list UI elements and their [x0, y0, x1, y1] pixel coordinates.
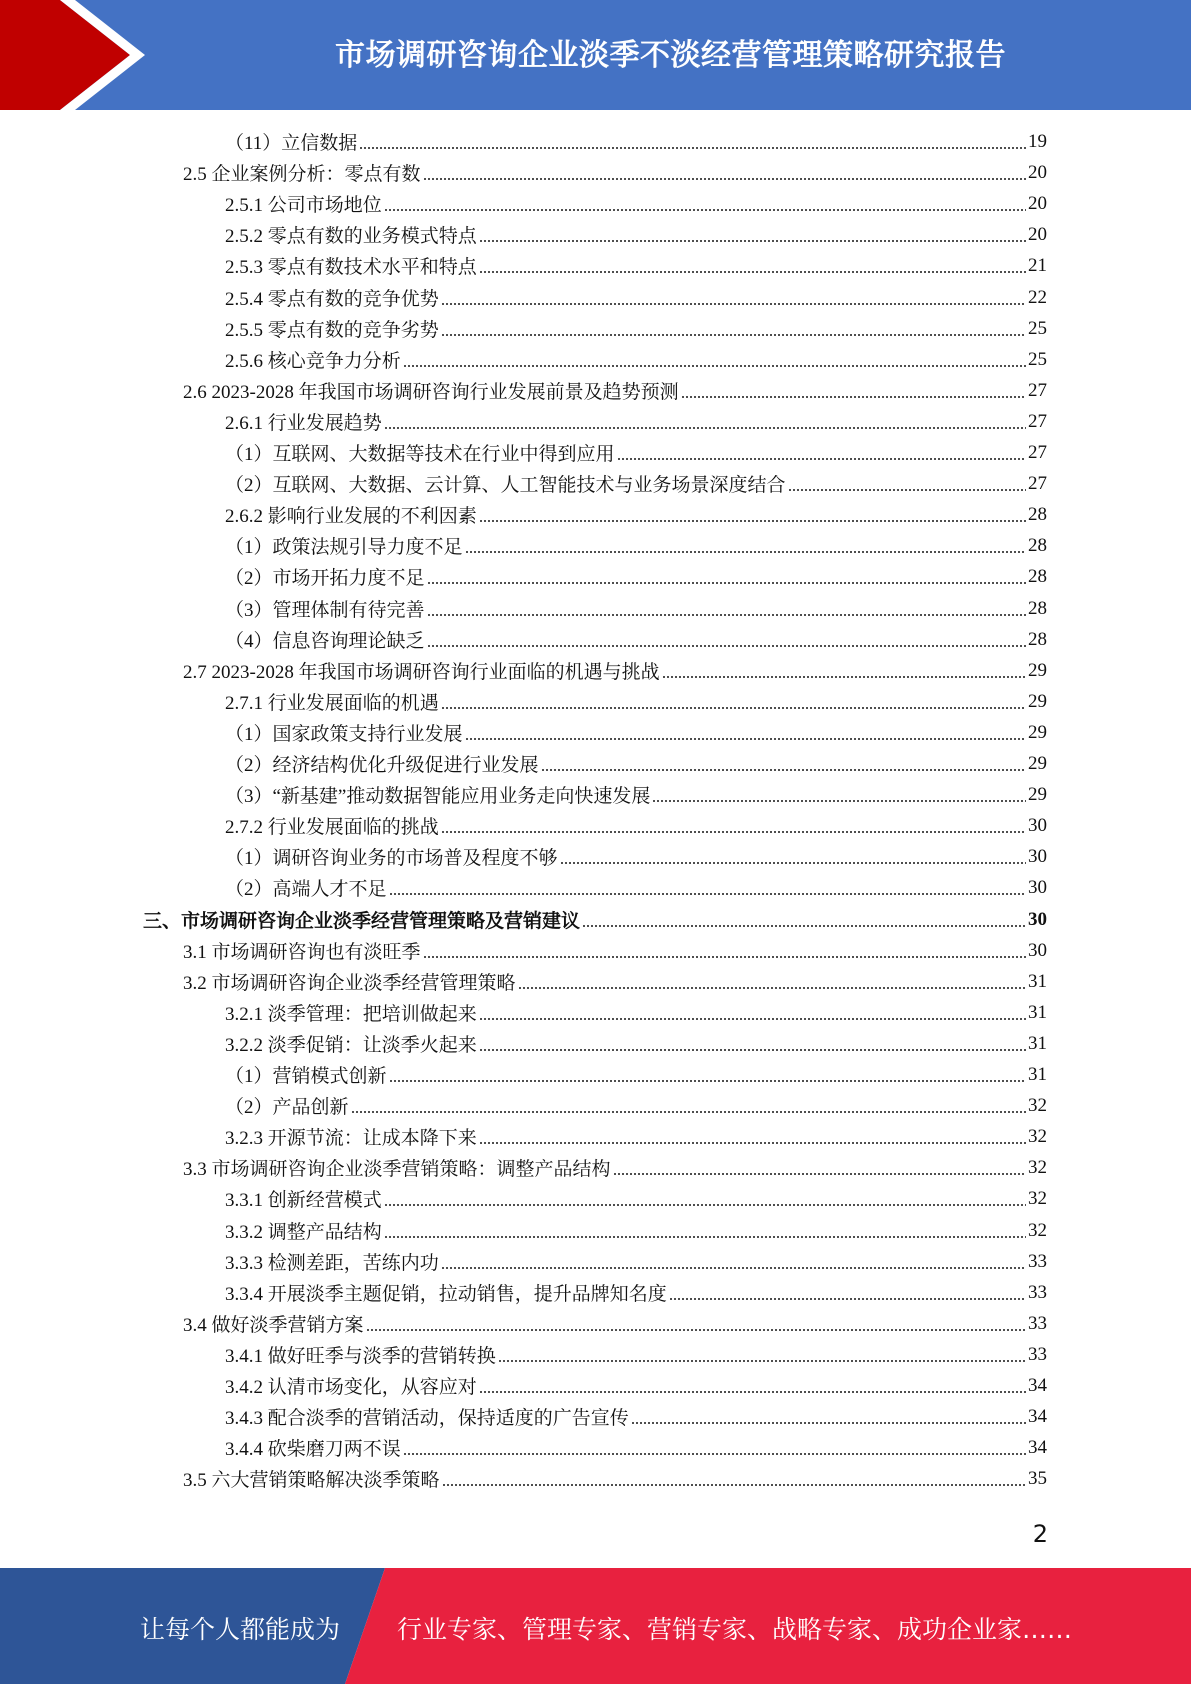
toc-dot-leader [613, 1173, 1026, 1175]
toc-entry-title: 3.3.4 开展淡季主题促销，拉动销售，提升品牌知名度 [225, 1284, 667, 1305]
toc-entry-title: 3.4.2 认清市场变化，从容应对 [225, 1377, 477, 1398]
toc-entry-page: 32 [1028, 1094, 1047, 1116]
toc-dot-leader [427, 582, 1026, 584]
toc-dot-leader [479, 1018, 1026, 1020]
toc-dot-leader [389, 893, 1026, 895]
toc-dot-leader [427, 645, 1026, 647]
toc-dot-leader [441, 334, 1026, 336]
toc-dot-leader [359, 147, 1026, 149]
toc-entry-page: 31 [1028, 1063, 1047, 1085]
toc-entry[interactable] [225, 1183, 1047, 1214]
footer-slogan-left: 让每个人都能成为 [140, 1615, 341, 1644]
toc-dot-leader [427, 614, 1026, 616]
toc-entry[interactable] [225, 717, 1047, 748]
page-header [0, 0, 1191, 110]
toc-entry-page: 28 [1028, 503, 1047, 525]
toc-entry-title: （2）产品创新 [225, 1097, 349, 1118]
toc-entry-page: 30 [1028, 908, 1047, 930]
toc-entry-page: 33 [1028, 1312, 1047, 1334]
toc-entry-title: （2）高端人才不足 [225, 879, 387, 900]
toc-entry-page: 25 [1028, 317, 1047, 339]
toc-entry-page: 30 [1028, 876, 1047, 898]
toc-entry-page: 31 [1028, 970, 1047, 992]
toc-entry[interactable] [225, 468, 1047, 499]
toc-dot-leader [403, 365, 1026, 367]
toc-entry-title: 2.5.4 零点有数的竞争优势 [225, 289, 439, 310]
toc-entry[interactable] [183, 966, 1047, 997]
header-arrow-decoration [0, 0, 160, 110]
toc-dot-leader [366, 1329, 1026, 1331]
toc-entry-title: 3.3.3 检测差距，苦练内功 [225, 1253, 439, 1274]
toc-entry-page: 33 [1028, 1343, 1047, 1365]
page-footer [0, 1568, 1191, 1684]
toc-entry-title: 3.4 做好淡季营销方案 [183, 1315, 364, 1336]
toc-entry[interactable] [225, 841, 1047, 872]
toc-entry-title: 2.6.1 行业发展趋势 [225, 413, 382, 434]
toc-entry-page: 29 [1028, 721, 1047, 743]
toc-entry-title: 2.5.6 核心竞争力分析 [225, 351, 401, 372]
toc-dot-leader [384, 1204, 1026, 1206]
toc-entry-title: （2）经济结构优化升级促进行业发展 [225, 755, 539, 776]
toc-entry-page: 32 [1028, 1187, 1047, 1209]
toc-dot-leader [384, 427, 1026, 429]
toc-entry[interactable] [225, 1370, 1047, 1401]
toc-entry-page: 31 [1028, 1001, 1047, 1023]
toc-entry-page: 27 [1028, 379, 1047, 401]
toc-entry-title: 2.5.2 零点有数的业务模式特点 [225, 226, 477, 247]
toc-entry-page: 31 [1028, 1032, 1047, 1054]
toc-entry-page: 28 [1028, 534, 1047, 556]
toc-dot-leader [465, 738, 1026, 740]
toc-dot-leader [441, 1267, 1026, 1269]
toc-dot-leader [681, 396, 1026, 398]
toc-dot-leader [479, 271, 1026, 273]
toc-dot-leader [518, 987, 1026, 989]
toc-entry-title: 2.7.2 行业发展面临的挑战 [225, 817, 439, 838]
toc-entry-title: 3.4.4 砍柴磨刀两不误 [225, 1439, 401, 1460]
toc-entry[interactable] [225, 1401, 1047, 1432]
document-title: 市场调研咨询企业淡季不淡经营管理策略研究报告 [335, 38, 1006, 73]
toc-entry-page: 32 [1028, 1156, 1047, 1178]
toc-entry-title: （1）营销模式创新 [225, 1066, 387, 1087]
toc-entry[interactable] [225, 282, 1047, 313]
toc-entry[interactable] [225, 1090, 1047, 1121]
toc-entry[interactable] [225, 779, 1047, 810]
toc-entry[interactable] [225, 530, 1047, 561]
toc-entry-title: （1）政策法规引导力度不足 [225, 537, 463, 558]
toc-entry-title: 3.5 六大营销策略解决淡季策略 [183, 1470, 440, 1491]
toc-entry[interactable] [225, 624, 1047, 655]
toc-dot-leader [662, 676, 1026, 678]
toc-entry-title: 2.6.2 影响行业发展的不利因素 [225, 506, 477, 527]
toc-entry[interactable] [183, 655, 1047, 686]
toc-entry[interactable] [225, 344, 1047, 375]
toc-entry-title: 3.3.2 调整产品结构 [225, 1222, 382, 1243]
toc-entry-page: 34 [1028, 1436, 1047, 1458]
toc-entry-page: 20 [1028, 192, 1047, 214]
toc-entry[interactable] [225, 126, 1047, 157]
toc-entry[interactable] [225, 1215, 1047, 1246]
toc-entry-page: 34 [1028, 1405, 1047, 1427]
toc-entry-page: 32 [1028, 1219, 1047, 1241]
toc-entry-page: 30 [1028, 939, 1047, 961]
toc-entry-page: 35 [1028, 1467, 1047, 1489]
toc-dot-leader [351, 1111, 1026, 1113]
footer-slogan-right: 行业专家、管理专家、营销专家、战略专家、成功企业家…… [397, 1615, 1073, 1644]
toc-entry-title: （2）互联网、大数据、云计算、人工智能技术与业务场景深度结合 [225, 475, 786, 496]
toc-entry-title: 3.2 市场调研咨询企业淡季经营管理策略 [183, 973, 516, 994]
toc-entry-page: 28 [1028, 628, 1047, 650]
toc-entry-page: 29 [1028, 752, 1047, 774]
toc-entry-title: 2.5.1 公司市场地位 [225, 195, 382, 216]
toc-entry[interactable] [225, 997, 1047, 1028]
toc-entry-page: 32 [1028, 1125, 1047, 1147]
toc-dot-leader [479, 520, 1026, 522]
toc-entry-page: 25 [1028, 348, 1047, 370]
toc-entry-page: 29 [1028, 659, 1047, 681]
toc-entry[interactable] [225, 1059, 1047, 1090]
toc-entry[interactable] [225, 1246, 1047, 1277]
toc-dot-leader [423, 956, 1026, 958]
toc-dot-leader [498, 1360, 1026, 1362]
toc-entry-page: 30 [1028, 814, 1047, 836]
toc-entry[interactable] [183, 1152, 1047, 1183]
toc-dot-leader [560, 862, 1026, 864]
toc-entry-page: 30 [1028, 845, 1047, 867]
toc-entry[interactable] [225, 1432, 1047, 1463]
toc-entry-title: （3）“新基建”推动数据智能应用业务走向快速发展 [225, 786, 651, 807]
toc-entry[interactable] [225, 748, 1047, 779]
toc-dot-leader [441, 831, 1026, 833]
toc-entry-page: 19 [1028, 130, 1047, 152]
toc-entry-title: 3.4.1 做好旺季与淡季的营销转换 [225, 1346, 496, 1367]
toc-entry-title: 三、市场调研咨询企业淡季经营管理策略及营销建议 [143, 911, 581, 932]
toc-entry[interactable] [225, 1277, 1047, 1308]
toc-entry-title: 2.5.5 零点有数的竞争劣势 [225, 320, 439, 341]
toc-dot-leader [403, 1453, 1026, 1455]
toc-dot-leader [652, 800, 1026, 802]
toc-dot-leader [479, 1142, 1026, 1144]
toc-entry-title: 2.6 2023-2028 年我国市场调研咨询行业发展前景及趋势预测 [183, 382, 679, 403]
toc-dot-leader [389, 1080, 1026, 1082]
toc-entry[interactable] [225, 1339, 1047, 1370]
toc-entry[interactable] [225, 250, 1047, 281]
toc-entry-title: （1）国家政策支持行业发展 [225, 724, 463, 745]
toc-entry[interactable] [225, 406, 1047, 437]
toc-entry[interactable] [225, 313, 1047, 344]
toc-entry-title: 2.7.1 行业发展面临的机遇 [225, 693, 439, 714]
toc-entry-page: 22 [1028, 286, 1047, 308]
toc-entry-title: 2.5.3 零点有数技术水平和特点 [225, 257, 477, 278]
toc-entry-page: 28 [1028, 565, 1047, 587]
toc-entry-page: 33 [1028, 1281, 1047, 1303]
toc-entry[interactable] [225, 810, 1047, 841]
toc-dot-leader [582, 925, 1026, 927]
toc-entry-title: 3.1 市场调研咨询也有淡旺季 [183, 942, 421, 963]
toc-entry[interactable] [225, 593, 1047, 624]
toc-entry-page: 27 [1028, 441, 1047, 463]
toc-entry-page: 34 [1028, 1374, 1047, 1396]
toc-entry[interactable] [225, 561, 1047, 592]
toc-entry[interactable] [183, 935, 1047, 966]
toc-dot-leader [441, 707, 1026, 709]
toc-entry[interactable] [225, 872, 1047, 903]
toc-dot-leader [423, 178, 1026, 180]
toc-entry-title: 3.3.1 创新经营模式 [225, 1190, 382, 1211]
toc-entry[interactable] [183, 157, 1047, 188]
toc-entry-title: （2）市场开拓力度不足 [225, 568, 425, 589]
toc-entry[interactable] [225, 1028, 1047, 1059]
toc-entry[interactable] [143, 904, 1047, 935]
toc-entry-page: 29 [1028, 690, 1047, 712]
toc-dot-leader [479, 1391, 1026, 1393]
toc-entry-page: 27 [1028, 472, 1047, 494]
toc-entry[interactable] [225, 499, 1047, 530]
toc-entry-title: 3.4.3 配合淡季的营销活动，保持适度的广告宣传 [225, 1408, 629, 1429]
toc-entry[interactable] [183, 1463, 1047, 1494]
toc-entry-title: 2.5 企业案例分析：零点有数 [183, 164, 421, 185]
toc-entry-title: 3.2.3 开源节流：让成本降下来 [225, 1128, 477, 1149]
toc-dot-leader [384, 209, 1026, 211]
toc-dot-leader [541, 769, 1026, 771]
toc-entry-title: （1）调研咨询业务的市场普及程度不够 [225, 848, 558, 869]
toc-dot-leader [384, 1236, 1026, 1238]
toc-entry-page: 33 [1028, 1250, 1047, 1272]
toc-entry-title: （11）立信数据 [225, 133, 358, 154]
toc-dot-leader [669, 1298, 1026, 1300]
toc-entry-page: 29 [1028, 783, 1047, 805]
toc-entry[interactable] [183, 1308, 1047, 1339]
toc-dot-leader [617, 458, 1026, 460]
toc-dot-leader [442, 1484, 1026, 1486]
toc-entry[interactable] [225, 188, 1047, 219]
toc-dot-leader [465, 551, 1026, 553]
toc-dot-leader [788, 489, 1026, 491]
toc-dot-leader [479, 240, 1026, 242]
toc-entry[interactable] [183, 375, 1047, 406]
toc-entry-page: 28 [1028, 597, 1047, 619]
toc-entry[interactable] [225, 437, 1047, 468]
toc-entry[interactable] [225, 219, 1047, 250]
toc-entry-title: 3.3 市场调研咨询企业淡季营销策略：调整产品结构 [183, 1159, 611, 1180]
toc-entry-title: 2.7 2023-2028 年我国市场调研咨询行业面临的机遇与挑战 [183, 662, 660, 683]
toc-entry[interactable] [225, 1121, 1047, 1152]
toc-entry-title: （1）互联网、大数据等技术在行业中得到应用 [225, 444, 615, 465]
toc-entry-page: 20 [1028, 161, 1047, 183]
toc-entry-page: 21 [1028, 254, 1047, 276]
toc-dot-leader [479, 1049, 1026, 1051]
toc-entry-title: （3）管理体制有待完善 [225, 600, 425, 621]
page-number: 2 [1032, 1520, 1048, 1548]
toc-entry-title: 3.2.2 淡季促销：让淡季火起来 [225, 1035, 477, 1056]
toc-entry-title: 3.2.1 淡季管理：把培训做起来 [225, 1004, 477, 1025]
toc-entry-page: 20 [1028, 223, 1047, 245]
toc-entry-title: （4）信息咨询理论缺乏 [225, 631, 425, 652]
toc-dot-leader [631, 1422, 1026, 1424]
toc-entry-page: 27 [1028, 410, 1047, 432]
toc-dot-leader [441, 303, 1026, 305]
toc-entry[interactable] [225, 686, 1047, 717]
